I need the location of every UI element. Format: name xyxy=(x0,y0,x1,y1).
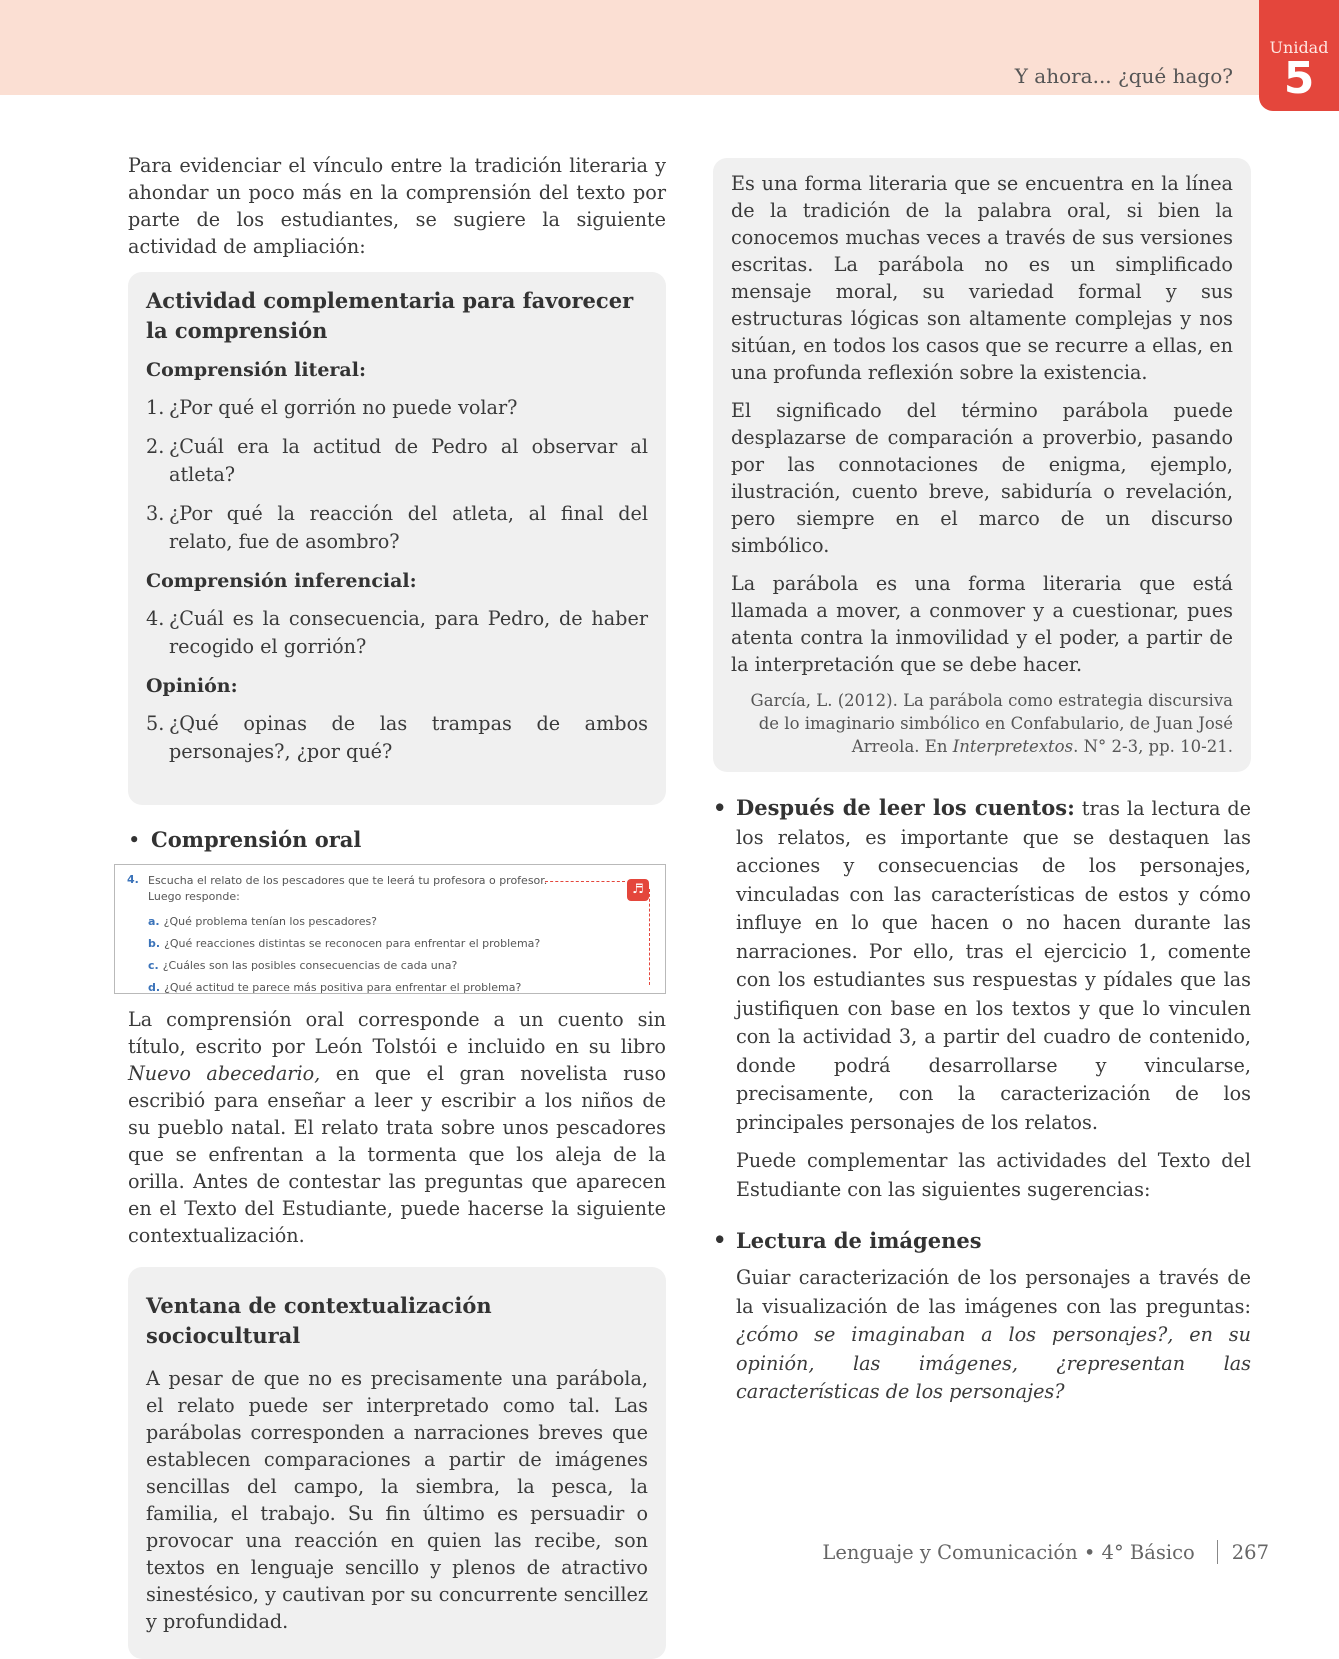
after-reading-item xyxy=(713,794,1251,1137)
window-title: Ventana de contextualización sociocultural xyxy=(146,1293,492,1348)
unit-label: Unidad xyxy=(1269,38,1329,57)
footer-divider xyxy=(1217,1540,1218,1564)
thumb-questions xyxy=(148,911,618,999)
quote-paragraph: La parábola es una forma literaria que está llamada a mover, a conmover y a cuestionar, pues atenta contra la inmovilidad y el poder, a partir de la interpretación que se debe hacer. xyxy=(731,572,1233,676)
page-footer xyxy=(822,1540,1269,1564)
bullet-dot: • xyxy=(713,795,727,820)
image-reading-heading: Lectura de imágenes xyxy=(736,1228,982,1253)
question-item: 5. ¿Qué opinas de las trampas de ambos personajes?, ¿por qué? xyxy=(146,712,648,763)
thumb-question: a. ¿Qué problema tenían los pescadores? xyxy=(148,915,378,928)
complement-paragraph: Puede complementar las actividades del Texto del Estudiante con las siguientes sugerencias: xyxy=(736,1149,1251,1201)
question-item: 1. ¿Por qué el gorrión no puede volar? xyxy=(146,396,518,419)
thumb-question: d. ¿Qué actitud te parece más positiva para enfrentar el problema? xyxy=(148,981,522,994)
opinion-questions xyxy=(146,710,648,766)
question-item: 2. ¿Cuál era la actitud de Pedro al observar al atleta? xyxy=(146,435,648,486)
thumb-question: b. ¿Qué reacciones distintas se reconocen para enfrentar el problema? xyxy=(148,937,541,950)
question-item: 4. ¿Cuál es la consecuencia, para Pedro, de haber recogido el gorrión? xyxy=(146,607,648,658)
after-reading-text: tras la lectura de los relatos, es importante que se destaquen las acciones y consecuencias de los personajes, vinculadas con las características de estos y cómo influye en lo que hacen o no hacen durante las narraciones. Por ello, tras el ejercicio 1, comente con los estudiantes sus respuestas y pídales que las justifiquen con base en los textos y que lo vinculen con la actividad 3, a partir del cuadro de contenido, donde podrá desarrollarse y vincularse, precisamente, con la caracterización de los principales personajes de los relatos. xyxy=(736,797,1251,1134)
image-reading-text: Guiar caracterización de los personajes a través de la visualización de las imágenes con las preguntas: ¿cómo se imaginaban a los personajes?, en su opinión, las imágenes, ¿representan las características de los personajes? xyxy=(736,1266,1251,1403)
audio-icon: ♬ xyxy=(627,879,649,901)
student-text-thumbnail xyxy=(114,864,666,994)
right-column xyxy=(713,158,1251,1407)
thumb-question: c. ¿Cuáles son las posibles consecuencias de cada una? xyxy=(148,959,458,972)
after-reading-heading: Después de leer los cuentos: xyxy=(736,795,1075,820)
footer-subject: Lenguaje y Comunicación • 4° Básico xyxy=(822,1540,1195,1564)
window-text: A pesar de que no es precisamente una parábola, el relato puede ser interpretado como tal. Las parábolas corresponden a narraciones breves que establecen comparaciones a partir de imágenes sencillas del campo, la siembra, la pesca, la familia, el trabajo. Su fin último es persuadir o provocar una reacción en quien las recibe, son textos en lenguaje sencillo y plenos de atractivo sinestésico, y cautivan por su concurrente sencillez y profundidad. xyxy=(146,1367,648,1633)
inferential-questions xyxy=(146,605,648,661)
image-reading-item xyxy=(713,1226,1251,1407)
oral-paragraph: La comprensión oral corresponde a un cuento sin título, escrito por León Tolstói e incluido en su libro Nuevo abecedario, en que el gran novelista ruso escribió para enseñar a leer y escribir a los niños de su pueblo natal. El relato trata sobre unos pescadores que se enfrentan a la tormenta que los aleja de la orilla. Antes de contestar las preguntas que aparecen en el Texto del Estudiante, puede hacerse la siguiente contextualización. xyxy=(128,1008,666,1247)
unit-number: 5 xyxy=(1283,53,1315,104)
page-number: 267 xyxy=(1231,1540,1269,1564)
quote-box xyxy=(713,158,1251,772)
activity-title: Actividad complementaria para favorecer la comprensión xyxy=(146,288,634,343)
dashed-line xyxy=(649,889,650,985)
quote-paragraph: Es una forma literaria que se encuentra en la línea de la tradición de la palabra oral, si bien la conocemos muchas veces a través de sus versiones escritas. La parábola no es un simplificado mensaje moral, su variedad formal y sus estructuras lógicas son altamente complejas y nos sitúan, en todos los casos que se recurre a ellas, en una profunda reflexión sobre la existencia. xyxy=(731,172,1233,384)
citation: García, L. (2012). La parábola como estrategia discursiva de lo imaginario simbólico en Confabulario, de Juan José Arreola. En Interpretextos. N° 2-3, pp. 10-21. xyxy=(750,691,1233,756)
thumb-activity-number: 4. xyxy=(127,873,139,886)
unit-tab xyxy=(1259,0,1339,111)
opinion-heading: Opinión: xyxy=(146,675,238,697)
literal-questions xyxy=(146,394,648,556)
thumb-instruction: Escucha el relato de los pescadores que te leerá tu profesora o profesor. Luego responde: xyxy=(148,874,548,903)
inferential-heading: Comprensión inferencial: xyxy=(146,570,417,592)
left-column xyxy=(128,152,666,1659)
bullet-dot: • xyxy=(713,1227,727,1252)
dashed-line xyxy=(545,881,625,882)
bullet-dot: • xyxy=(128,828,141,852)
oral-comprehension-heading: • Comprensión oral xyxy=(128,827,362,852)
intro-paragraph: Para evidenciar el vínculo entre la tradición literaria y ahondar un poco más en la comprensión del texto por parte de los estudiantes, se sugiere la siguiente actividad de ampliación: xyxy=(128,154,666,258)
question-item: 3. ¿Por qué la reacción del atleta, al final del relato, fue de asombro? xyxy=(146,502,648,553)
activity-box xyxy=(128,272,666,805)
chapter-title: Y ahora... ¿qué hago? xyxy=(1014,64,1233,88)
quote-paragraph: El significado del término parábola puede desplazarse de comparación a proverbio, pasando por las connotaciones de enigma, ejemplo, ilustración, cuento breve, sabiduría o revelación, pero siempre en el marco de un discurso simbólico. xyxy=(731,399,1233,557)
sociocultural-window-box xyxy=(128,1267,666,1659)
literal-heading: Comprensión literal: xyxy=(146,359,366,381)
